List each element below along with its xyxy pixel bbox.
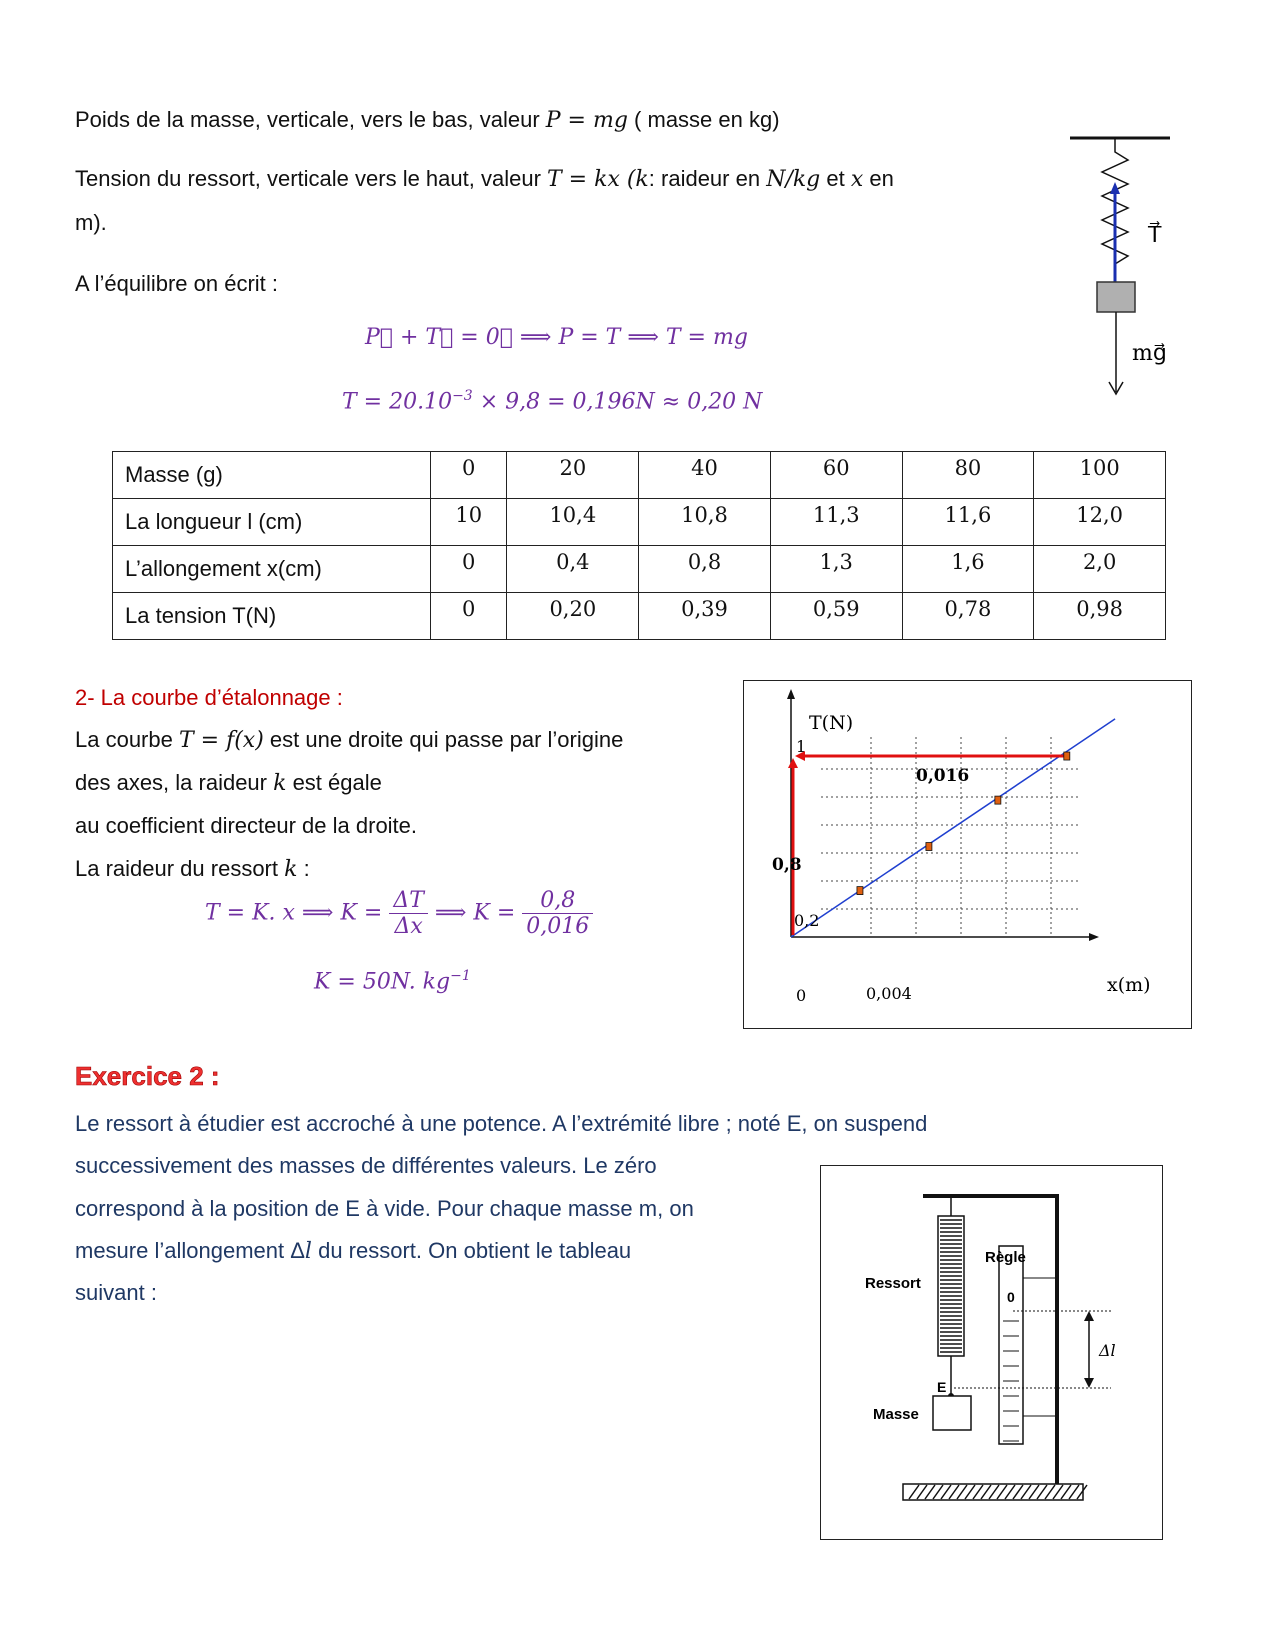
y-tick-label: 0,2	[794, 911, 820, 930]
table-cell: 0,8	[639, 546, 771, 593]
row-label: Masse (g)	[113, 452, 431, 499]
y-annotation-label: 0,8	[772, 855, 802, 875]
table-cell: 0,59	[770, 593, 902, 640]
tension-line: Tension du ressort, verticale vers le haut, valeur T = kx (k: raideur en N/kg et x en	[75, 166, 894, 192]
table-cell: 2,0	[1034, 546, 1166, 593]
label-regle: Règle	[985, 1249, 1026, 1266]
equation-tension-value: $T = 20.10^{-3} \times 9,8 = 0,196N \approx 0,20$ N	[342, 388, 763, 415]
row-label: La longueur l (cm)	[113, 499, 431, 546]
table-cell: 0	[431, 593, 507, 640]
equation-k-value: K = 50N. $kg^{-1}$	[314, 968, 471, 995]
raideur-line: La raideur du ressort k :	[75, 856, 310, 882]
y-axis-arrowhead	[787, 689, 795, 699]
table-cell: 1,6	[902, 546, 1034, 593]
exercise-line-4: mesure l’allongement Δl du ressort. On obtient le tableau	[75, 1238, 632, 1264]
calibration-chart	[744, 681, 1191, 1028]
data-point	[995, 796, 1001, 804]
weight-label: mg⃗	[1132, 341, 1167, 366]
spring-body	[938, 1216, 964, 1356]
table-cell: 0,39	[639, 593, 771, 640]
x-annotation-label: 0,016	[916, 766, 970, 786]
courbe-line: La courbe T = f(x) est une droite qui passe par l’origine	[75, 727, 624, 753]
equation-equilibrium: P⃗ + T⃗ = 0⃗ ⟹ P = T ⟹ T = mg	[365, 325, 748, 350]
table-cell: 0	[431, 452, 507, 499]
measurements-table	[112, 451, 1166, 640]
data-point	[1064, 752, 1070, 760]
tension-label: T⃗	[1148, 223, 1162, 248]
label-e: E	[937, 1379, 947, 1395]
exercise-line-5: suivant :	[75, 1280, 157, 1305]
label-delta-l: Δl	[1099, 1341, 1116, 1360]
data-point	[857, 887, 863, 895]
exercise-line-3: correspond à la position de E à vide. Pour chaque masse m, on	[75, 1196, 694, 1221]
table-cell: 10,4	[507, 499, 639, 546]
calibration-chart-frame	[743, 680, 1192, 1029]
exercise-title: Exercice 2 :	[75, 1061, 220, 1091]
section-heading: 2- La courbe d’étalonnage :	[75, 685, 343, 710]
table-cell: 0,98	[1034, 593, 1166, 640]
data-point	[926, 843, 932, 851]
table-cell: 11,6	[902, 499, 1034, 546]
elongation-arrowhead-bottom	[1084, 1378, 1094, 1388]
equilibre-line: A l’équilibre on écrit :	[75, 271, 278, 296]
table-cell: 11,3	[770, 499, 902, 546]
table-cell: 0,4	[507, 546, 639, 593]
tension-line-end: m).	[75, 210, 107, 235]
table-cell: 10	[431, 499, 507, 546]
x-tick-label: 0	[796, 986, 807, 1005]
table-cell: 0	[431, 546, 507, 593]
table-cell: 100	[1034, 452, 1166, 499]
row-label: La tension T(N)	[113, 593, 431, 640]
mass-block	[933, 1396, 971, 1430]
table-cell: 0,78	[902, 593, 1034, 640]
regression-line	[791, 719, 1115, 937]
x-axis-arrowhead	[1089, 933, 1099, 941]
table-row	[113, 499, 1166, 546]
x-tick-label: 0,004	[866, 984, 912, 1003]
table-cell: 60	[770, 452, 902, 499]
table-row	[113, 593, 1166, 640]
x-axis-title: x(m)	[1107, 974, 1151, 996]
table-cell: 40	[639, 452, 771, 499]
label-zero: 0	[1007, 1289, 1015, 1305]
table-cell: 12,0	[1034, 499, 1166, 546]
row-label: L’allongement x(cm)	[113, 546, 431, 593]
spring-force-figure	[1060, 130, 1180, 410]
table-cell: 10,8	[639, 499, 771, 546]
exercise-line-2: successivement des masses de différentes valeurs. Le zéro	[75, 1153, 657, 1178]
vertical-red-arrowhead	[788, 758, 798, 768]
elongation-arrowhead-top	[1084, 1311, 1094, 1321]
spring-apparatus-frame	[820, 1165, 1163, 1540]
ruler	[999, 1246, 1023, 1444]
table-cell: 0,20	[507, 593, 639, 640]
mass-block	[1097, 282, 1135, 312]
table-cell: 80	[902, 452, 1034, 499]
coefficient-line: au coefficient directeur de la droite.	[75, 813, 418, 838]
label-masse: Masse	[873, 1406, 919, 1423]
y-tick-label: 1	[796, 737, 807, 756]
label-ressort: Ressort	[865, 1275, 921, 1292]
exercise-line-1: Le ressort à étudier est accroché à une potence. A l’extrémité libre ; noté E, on suspend	[75, 1111, 928, 1136]
table-cell: 20	[507, 452, 639, 499]
poids-line: Poids de la masse, verticale, vers le bas, valeur P = mg ( masse en kg)	[75, 107, 780, 133]
table-row	[113, 546, 1166, 593]
spring-apparatus-figure	[821, 1166, 1162, 1539]
y-axis-title: T(N)	[809, 712, 854, 734]
table-cell: 1,3	[770, 546, 902, 593]
axes-line: des axes, la raideur k est égale	[75, 770, 382, 796]
table-row	[113, 452, 1166, 499]
equation-k: T = K. x ⟹ K = $\frac{\Delta T}{\Delta x}$ ⟹ K = $\frac{0,8}{0,016}$	[205, 888, 593, 939]
